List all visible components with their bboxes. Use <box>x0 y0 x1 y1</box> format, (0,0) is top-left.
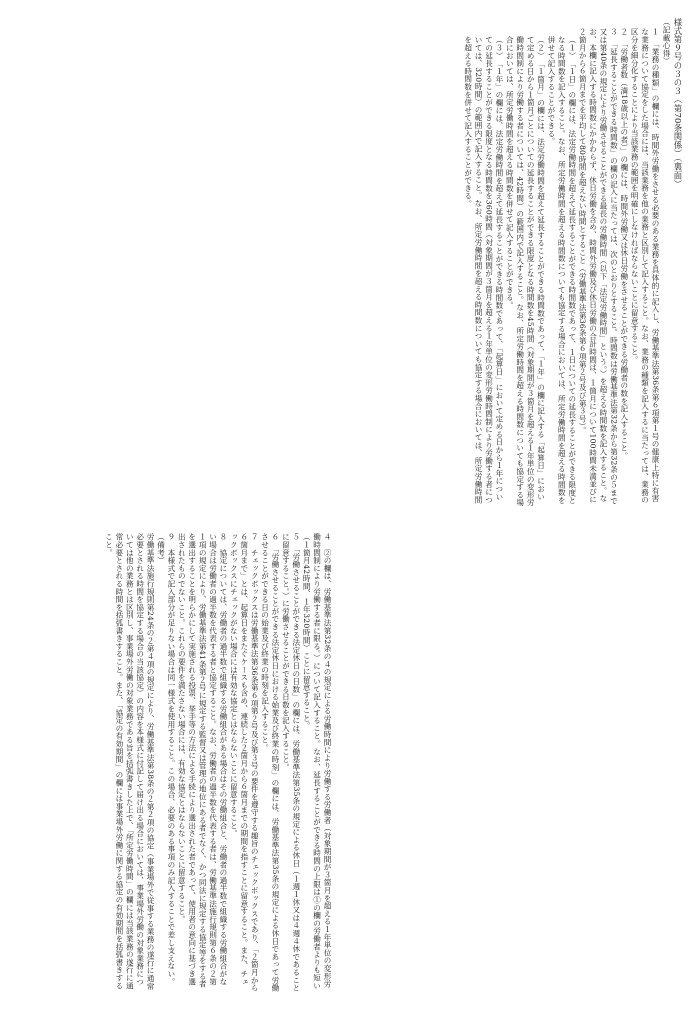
instruction-item: ６ 「労働させることができる法定休日における始業及び終業の時刻」の欄には、労働基準法第35条の規定による休日であって労働させることができる日の始業及び終業の時刻を記入すること。 <box>260 533 280 992</box>
instruction-list-top <box>462 18 660 508</box>
instruction-item: （３） 「１年」の欄には、法定労働時間を超えて延長することができる時間数であって、「起算日」において定める日から１年についての延長することができる限度となる時間数を360時間（対象期間が３箇月を超える１年単位の変形労働時間制により労働する者については、320時間）の範囲内で記入すること。なお、所定労働時間を超える時間数についても協定する場合においては、所定労働時間を超える時間数を併せて記入することができる。 <box>463 36 504 504</box>
instruction-item: ２ 「労働者数（満18歳以上の者）」の欄には、時間外労働又は休日労働をさせることができる労働者の数を記入すること。 <box>619 28 629 460</box>
instruction-item: （１） 「１日」の欄には、法定労働時間を超えて延長することができる時間数であって、１日についての延長することができる限度となる時間数を記入すること。なお、所定労働時間を超える時間数についても協定する場合においては、所定労働時間を超える時間数を併せて記入することができる。 <box>546 36 577 505</box>
instruction-item: （２） 「１箇月」の欄には、法定労働時間を超えて延長することができる時間数であって、「１年」の欄に記入する「起算日」において定める日から１箇月ごとについての延長することができる限度となる時間数を45時間（対象期間が３箇月を超える１年単位の変形労働時間制により労働する者については、42時間）の範囲内で記入すること。なお、所定労働時間を超える時間数についても協定する場合においては、所定労働時間を超える時間数を併せて記入することができる。 <box>505 36 546 507</box>
instruction-item: 労働基準法施行規則第24条の２第４項の規定により、労働基準法第38条の２第２項の協定（事業場外で従事する業務の遂行に通常必要とされる時間を協定する場合の当該協定）の内容を本様式に付記して届け出る場合においては、事業場外労働の対象業務については他の業務とは区別し、事業場外労働の対象業務である旨を括弧書きした上で、「所定労働時間」の欄には当該業務の遂行に通常必要とされる時間を括弧書きすること。また、「協定の有効期間」の欄には事業場外労働に関する協定の有効期間を括弧書きすること。 <box>104 533 156 990</box>
instructions-part-1 <box>462 18 684 508</box>
instruction-list-bottom <box>103 523 332 993</box>
form-title: 様式第９号の３の３（第70条関係）（裏面） <box>673 18 683 189</box>
instruction-item: ９ 本様式で記入部分が足りない場合は同一様式を使用すること。この場合、必要のある事項のみ記入することで差し支えない。 <box>166 533 176 986</box>
section-heading: （記載心得） <box>662 18 671 65</box>
instruction-item: ８ 協定については、労働者の過半数で組織する労働組合がある場合はその労働組合と、労働者の過半数で組織する労働組合がない場合は労働者の過半数を代表する者と協定すること。なお、労働者の過半数を代表する者は、労働基準法施行規則第６条の２第１項の規定により、労働基準法第41条第２号に規定する監督又は管理の地位にある者でなく、かつ同法に規定する協定等をする者を選出することを明らかにして実施される投票、挙手等の方法による手続により選出された者であって、使用者の意向に基づき選出されたものでないこと。これらの要件を満たさない場合には、有効な協定とはならないことに留意すること。 <box>177 533 228 988</box>
instruction-item: ４ ②の欄は、労働基準法第32条の４の規定による労働時間により労働する労働者（対象期間が３箇月を超える１年単位の変形労働時間制により労働する者に限る。）について記入すること。なお、延長することができる時間の上限は①の欄の労働者よりも短い（１箇月42時間、１年320時間）ことに留意すること。 <box>302 533 332 990</box>
instruction-item: １ 「業務の種類」の欄には、時間外労働をさせる必要のある業務を具体的に記入し、労働基準法第36条第６項第１号の健康上特に有害な業務について協定をした場合には、当該業務を他の業務と区別して記入すること。なお、業務の種類を記入するに当たっては、業務の区分を細分化することにより当該業務の範囲を明確にしなければならないことに留意すること。 <box>630 28 660 504</box>
instruction-item: （備考） <box>156 533 166 565</box>
instruction-item: ７ チェックボックスは労働基準法第36条第６項第２号及び第３号の要件を遵守する趣旨のチェックボックスであり、「２箇月から６箇月まで」とは、起算日をまたぐケースも含め、連続した２箇月から６箇月までの期間を指すことに留意すること。また、チェックボックスにチェックがない場合には有効な協定とはならないことに留意すること。 <box>229 533 260 992</box>
instructions-part-2 <box>14 523 332 993</box>
instruction-item: ５ 「労働させることができる法定休日の日数」の欄には、労働基準法第35条の規定による休日（１週１休又は４週４休であることに留意すること。）に労働させることができる日数を記入すること。 <box>281 533 301 992</box>
instruction-item: ３ 「延長することができる時間数」の欄の記入に当たっては、次のとおりとすること。時間数は労働基準法第32条から第32条の５まで又は第40条の規定により労働させることができる最長の労働時間（以下「法定労働時間」という。）を超える時間数を記入すること。なお、本欄に記入する時間数にかかわらず、休日労働を含め、時間外労働及び休日労働の合計時間は、１箇月について100時間未満並びに２箇月から６箇月までを平均して80時間を超えない時間とすること（労働基準法第36条第６項第２号及び第３号）。 <box>578 28 619 505</box>
document-page <box>14 18 684 993</box>
